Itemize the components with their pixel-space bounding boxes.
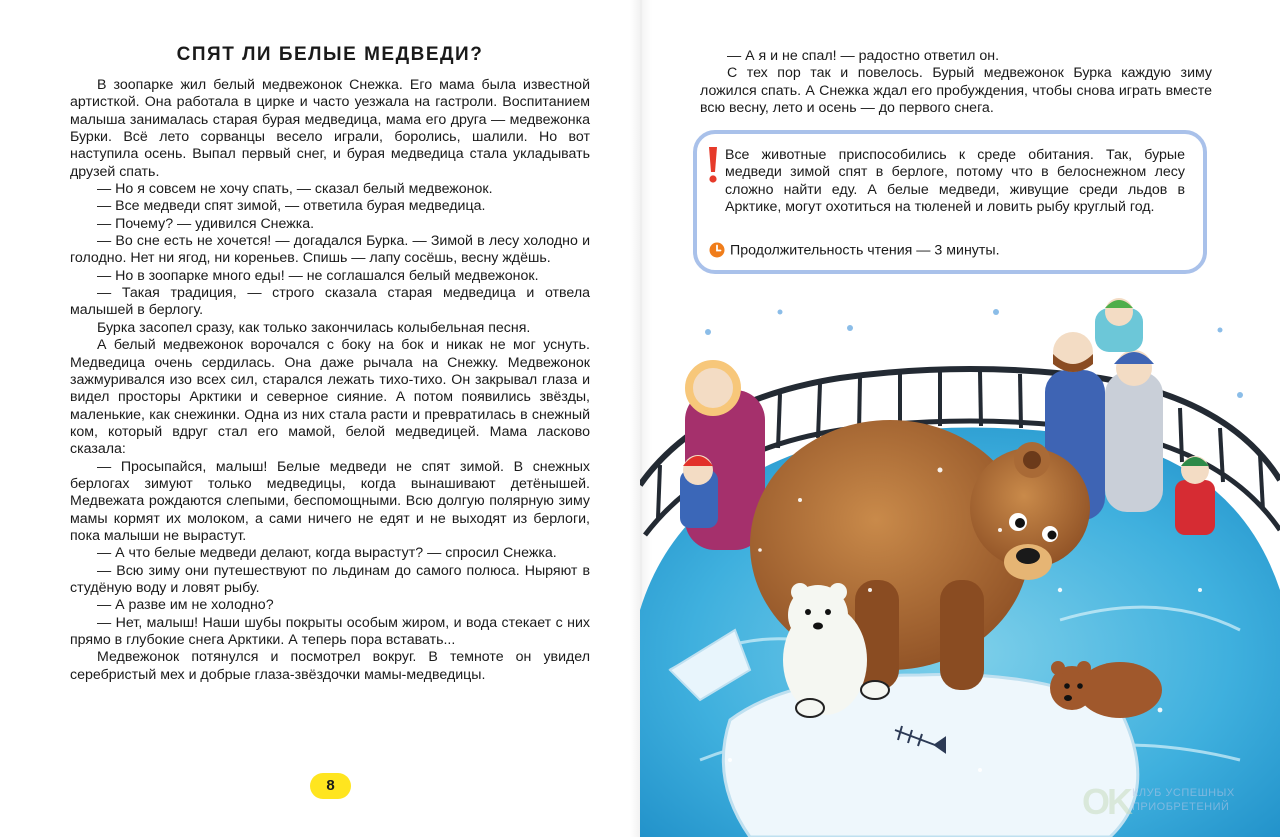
paragraph: — Нет, малыш! Наши шубы покрыты особым жиром, и вода стекает с них прямо в глубокие снега Арктики. А теперь пора вставать...: [70, 614, 590, 648]
story-text: [70, 77, 590, 684]
paragraph: С тех пор так и повелось. Бурый медвежонок Бурка каждую зиму ложился спать. А Снежка ждал его пробуждения, чтобы снова играть вместе всю весну, лето и осень — до первого снега.: [700, 65, 1212, 117]
info-text: Все животные приспособились к среде обитания. Так, бурые медведи зимой спят в берлоге, потому что в белоснежном лесу сложно найти еду. А белые медведи, живущие среди льдов в Арктике, могут охотиться на тюленей и ловить рыбу круглый год.: [725, 147, 1185, 216]
paragraph: А белый медвежонок ворочался с боку на бок и никак не мог уснуть. Медведица очень сердилась. Она даже рычала на Снежку. Медвежонок зажмуривался изо всех сил, старался лежать тихо-тихо. Он закрывал глаза и видел просторы Арктики и северное сияние. А потом появились звёзды, маленькие, как снежинки. Одна из них стала расти и превратилась в снежный ком, который вдруг стал его мамой, белой медведицей. Мама ласково сказала:: [70, 337, 590, 458]
paragraph: — Такая традиция, — строго сказала старая медведица и отвела малышей в берлогу.: [70, 285, 590, 319]
paragraph: — Во сне есть не хочется! — догадался Бурка. — Зимой в лесу холодно и голодно. Нет ни ягод, ни кореньев. Спишь — лапу сосёшь, весну ждёшь.: [70, 233, 590, 267]
visitor-figure: [680, 364, 765, 550]
reading-time: [709, 241, 1000, 259]
story-title: СПЯТ ЛИ БЕЛЫЕ МЕДВЕДИ?: [176, 44, 484, 65]
bears-illustration: [640, 290, 1280, 837]
paragraph: — Но я совсем не хочу спать, — сказал белый медвежонок.: [97, 181, 493, 198]
paragraph: — А я и не спал! — радостно ответил он.: [727, 48, 1000, 64]
exclamation-icon: [706, 146, 720, 184]
info-box: [693, 130, 1207, 274]
paragraph: — А что белые медведи делают, когда вырастут? — спросил Снежка.: [97, 545, 557, 562]
paragraph: — Но в зоопарке много еды! — не соглашался белый медвежонок.: [97, 267, 539, 284]
paragraph: — Просыпайся, малыш! Белые медведи не спят зимой. В снежных берлогах зимуют только медведицы, когда вынашивают детёнышей. Медвежата рождаются слепыми, беспомощными. Всю долгую полярную зиму мамы кормят их молоком, а сами ничего не едят и не выходят из берлоги, пока малыши не вырастут.: [70, 458, 590, 544]
paragraph: — Почему? — удивился Снежка.: [97, 215, 315, 232]
watermark-text: КЛУБ УСПЕШНЫХ ПРИОБРЕТЕНИЙ: [1132, 787, 1235, 813]
paragraph: — А разве им не холодно?: [97, 597, 274, 614]
clock-icon: [709, 242, 725, 258]
paragraph: Бурка засопел сразу, как только закончилась колыбельная песня.: [97, 319, 531, 336]
watermark: [1082, 782, 1280, 822]
reading-time-label: Продолжительность чтения — 3 минуты.: [730, 242, 1000, 259]
page-number-badge: 8: [310, 773, 351, 799]
paragraph: — Все медведи спят зимой, — ответила бурая медведица.: [97, 198, 486, 215]
paragraph: В зоопарке жил белый медвежонок Снежка. Его мама была известной артисткой. Она работала в цирке и часто уезжала на гастроли. Воспитанием малыша занималась старая бурая медведица, мама его друга — медвежонка Бурки. Всё лето сорванцы весело играли, боролись, шалили. Но вот наступила осень. Выпал первый снег, и бурая медведица стала укладывать друзей спать.: [70, 77, 590, 180]
paragraph: Медвежонок потянулся и посмотрел вокруг. В темноте он увидел серебристый мех и добрые глаза-звёздочки мамы-медведицы.: [70, 649, 590, 683]
story-continuation: [700, 48, 1212, 117]
right-page: [640, 0, 1280, 837]
watermark-logo: OK: [1082, 781, 1130, 822]
paragraph: — Всю зиму они путешествуют по льдинам до самого полюса. Ныряют в студёную воду и ловят рыбу.: [70, 562, 590, 596]
